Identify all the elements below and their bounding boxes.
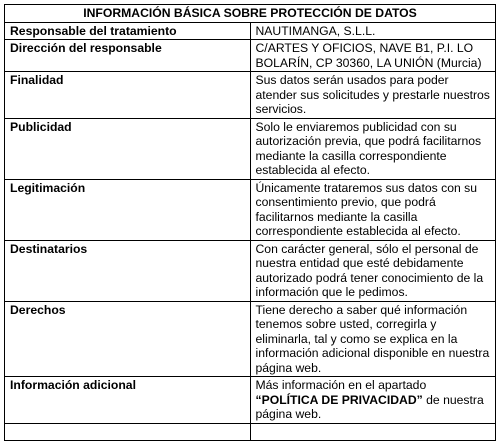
table-row bbox=[5, 301, 496, 377]
row-value: C/ARTES Y OFICIOS, NAVE B1, P.I. LO BOLARÍN, CP 30360, LA UNIÓN (Murcia) bbox=[250, 40, 496, 72]
row-value: Sus datos serán usados para poder atender sus solicitudes y prestarle nuestros servicios. bbox=[250, 72, 496, 119]
row-label: Legitimación bbox=[5, 179, 251, 240]
table-row bbox=[5, 40, 496, 72]
row-value: Con carácter general, sólo el personal de nuestra entidad que esté debidamente autorizado podrá tener conocimiento de la información que le pedimos. bbox=[250, 240, 496, 301]
additional-info-text-end: de nuestra página web. bbox=[255, 392, 484, 421]
document-page bbox=[4, 4, 496, 441]
row-label: Destinatarios bbox=[5, 240, 251, 301]
data-protection-table bbox=[4, 4, 496, 441]
row-label: Dirección del responsable bbox=[5, 40, 251, 72]
row-value: Únicamente trataremos sus datos con su consentimiento previo, que podrá facilitarnos mediante la casilla correspondiente establecida al efecto. bbox=[250, 179, 496, 240]
table-title-row bbox=[5, 5, 496, 23]
row-label: Derechos bbox=[5, 301, 251, 377]
privacy-policy-reference: “POLÍTICA DE PRIVACIDAD” bbox=[255, 392, 423, 407]
row-label: Publicidad bbox=[5, 118, 251, 179]
empty-cell bbox=[5, 423, 251, 440]
row-label: Finalidad bbox=[5, 72, 251, 119]
row-value: Tiene derecho a saber qué información tenemos sobre usted, corregirla y eliminarla, tal y como se explica en la información adicional disponible en nuestra página web. bbox=[250, 301, 496, 377]
row-value: Solo le enviaremos publicidad con su autorización previa, que podrá facilitarnos mediante la casilla correspondiente establecida al efecto. bbox=[250, 118, 496, 179]
table-row bbox=[5, 22, 496, 40]
row-label: Responsable del tratamiento bbox=[5, 22, 251, 40]
row-value: NAUTIMANGA, S.L.L. bbox=[250, 22, 496, 40]
empty-cell bbox=[250, 423, 496, 440]
table-title: INFORMACIÓN BÁSICA SOBRE PROTECCIÓN DE DATOS bbox=[5, 5, 496, 23]
table-row bbox=[5, 179, 496, 240]
table-row bbox=[5, 240, 496, 301]
table-row bbox=[5, 72, 496, 119]
empty-table-row bbox=[5, 423, 496, 440]
table-row bbox=[5, 118, 496, 179]
row-label: Información adicional bbox=[5, 377, 251, 424]
row-value bbox=[250, 377, 496, 424]
table-row-additional-info bbox=[5, 377, 496, 424]
additional-info-text: Más información en el apartado bbox=[255, 378, 427, 392]
